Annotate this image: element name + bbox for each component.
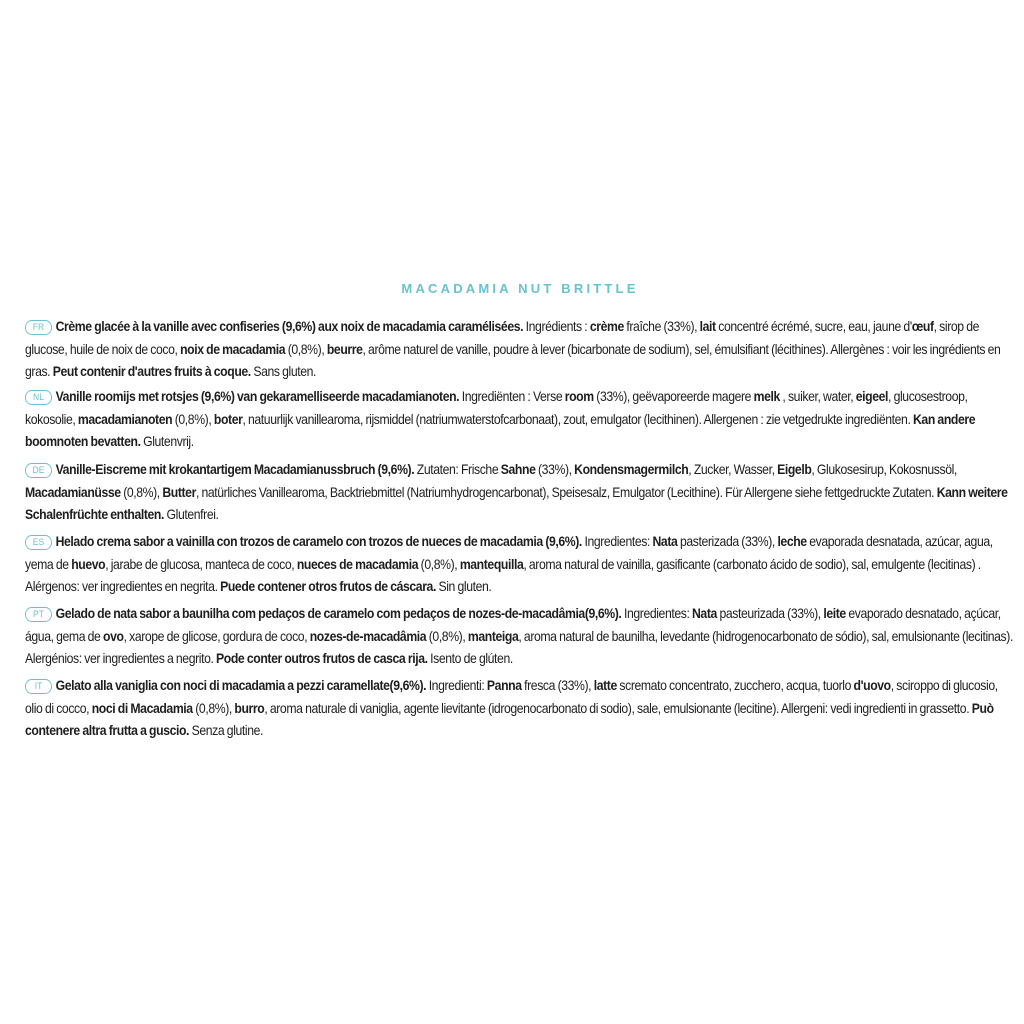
text-run: (0,8%), bbox=[172, 411, 214, 427]
text-run: Glutenfrei. bbox=[163, 507, 219, 522]
text-run: scremato concentrato, zucchero, acqua, tuorlo bbox=[616, 678, 854, 693]
ingredients-text bbox=[25, 606, 1013, 666]
bold-text-run: Crème glacée à la vanille avec confiseries (9,6%) aux noix de macadamia caramélisées. bbox=[55, 319, 524, 334]
text-run: (33%), bbox=[535, 462, 575, 477]
section-de bbox=[25, 459, 1015, 527]
text-run: Isento de glúten. bbox=[427, 651, 513, 666]
text-run: , Glukosesirup, Kokosnussöl, bbox=[811, 462, 957, 477]
section-it bbox=[25, 675, 1015, 743]
bold-text-run: Macadamianüsse bbox=[25, 484, 121, 500]
text-run: , natuurlijk vanillearoma, rijsmiddel (natriumwaterstofcarbonaat), zout, emulgator (lecithinen). Allergenen : zie vetgedrukte ingrediënten. bbox=[242, 411, 913, 427]
text-run: (33%), geëvaporeerde magere bbox=[593, 389, 754, 404]
text-run: Ingredienti: bbox=[426, 678, 487, 693]
text-run: , jarabe de glucosa, manteca de coco, bbox=[105, 556, 297, 572]
section-nl bbox=[25, 386, 1015, 454]
text-run: Zutaten: Frische bbox=[414, 462, 501, 477]
bold-text-run: Panna bbox=[486, 678, 522, 693]
text-run: , aroma natural de vainilla, gasificante (carbonato ácido de sodio), sal, emulgente (lecitinas) . Alérgenos: ver ingredientes en negrita. bbox=[25, 556, 981, 594]
bold-text-run: Kan andere boomnoten bevatten. bbox=[25, 411, 976, 449]
bold-text-run: Butter bbox=[162, 484, 196, 500]
bold-text-run: manteiga bbox=[467, 628, 519, 644]
bold-text-run: latte bbox=[593, 678, 617, 693]
bold-text-run: ovo bbox=[103, 628, 124, 644]
ingredients-text bbox=[25, 678, 998, 738]
lang-badge: NL bbox=[25, 390, 52, 405]
text-run: (0,8%), bbox=[120, 484, 163, 500]
bold-text-run: lait bbox=[699, 319, 716, 334]
lang-badge: FR bbox=[25, 320, 52, 335]
bold-text-run: Kondensmagermilch bbox=[574, 462, 689, 477]
text-run: evaporada desnatada, azúcar, agua, yema de bbox=[25, 534, 993, 572]
text-run: , Zucker, Wasser, bbox=[688, 462, 778, 477]
text-run: (0,8%), bbox=[192, 700, 235, 716]
text-run: fresca (33%), bbox=[521, 678, 594, 693]
text-run: Sin gluten. bbox=[435, 579, 492, 594]
bold-text-run: crème bbox=[589, 319, 624, 334]
section-pt bbox=[25, 603, 1015, 671]
bold-text-run: Vanille roomijs met rotsjes (9,6%) van gekaramelliseerde macadamianoten. bbox=[55, 389, 460, 404]
bold-text-run: Vanille-Eiscreme mit krokantartigem Macadamianussbruch (9,6%). bbox=[55, 462, 415, 477]
text-run: Ingrediënten : Verse bbox=[459, 389, 565, 404]
bold-text-run: Può contenere altra frutta a guscio. bbox=[25, 700, 994, 738]
lang-badge: PT bbox=[25, 607, 52, 622]
bold-text-run: eigeel bbox=[855, 389, 889, 404]
ingredients-text bbox=[25, 389, 975, 449]
product-title: MACADAMIA NUT BRITTLE bbox=[401, 281, 639, 296]
bold-text-run: boter bbox=[213, 411, 243, 427]
text-run: , arôme naturel de vanille, poudre à lever (bicarbonate de sodium), sel, émulsifiant (lécithines). Allergènes : voir les ingrédients en gras. bbox=[25, 341, 1001, 379]
bold-text-run: macadamianoten bbox=[77, 411, 173, 427]
ingredients-text bbox=[25, 319, 1000, 379]
lang-badge: ES bbox=[25, 535, 52, 550]
text-run: pasterizada (33%), bbox=[677, 534, 778, 549]
bold-text-run: leite bbox=[823, 606, 846, 621]
text-run: , natürliches Vanillearoma, Backtriebmittel (Natriumhydrogencarbonat), Speisesalz, Emulgator (Lecithine). Für Allergene siehe fettgedruckte Zutaten. bbox=[195, 484, 937, 500]
bold-text-run: Kann weitere Schalenfrüchte enthalten. bbox=[25, 484, 1008, 522]
bold-text-run: beurre bbox=[326, 341, 363, 357]
bold-text-run: Gelado de nata sabor a baunilha com pedaços de caramelo com pedaços de nozes-de-macadâmia(9,6%). bbox=[55, 606, 622, 621]
bold-text-run: room bbox=[564, 389, 594, 404]
text-run: , sirop de glucose, huile de noix de coco, bbox=[25, 319, 980, 357]
text-run: pasteurizada (33%), bbox=[716, 606, 824, 621]
text-run: fraîche (33%), bbox=[623, 319, 700, 334]
bold-text-run: Helado crema sabor a vainilla con trozos de caramelo con trozos de nueces de macadamia (9,6%). bbox=[55, 534, 582, 549]
ingredients-text bbox=[25, 534, 993, 594]
bold-text-run: burro bbox=[234, 700, 265, 716]
section-es bbox=[25, 531, 1015, 599]
text-run: , suiker, water, bbox=[779, 389, 856, 404]
bold-text-run: Gelato alla vaniglia con noci di macadamia a pezzi caramellate(9,6%). bbox=[55, 678, 427, 693]
bold-text-run: Nata bbox=[691, 606, 717, 621]
text-run: , aroma naturale di vaniglia, agente lievitante (idrogenocarbonato di sodio), sale, emulsionante (lecitine). Allergeni: vedi ingredienti in grassetto. bbox=[264, 700, 972, 716]
text-run: (0,8%), bbox=[285, 341, 327, 357]
text-run: Ingredientes: bbox=[581, 534, 653, 549]
text-run: (0,8%), bbox=[418, 556, 460, 572]
bold-text-run: Puede contener otros frutos de cáscara. bbox=[220, 579, 436, 594]
text-run: Senza glutine. bbox=[189, 723, 264, 738]
bold-text-run: Sahne bbox=[500, 462, 536, 477]
section-fr bbox=[25, 316, 1015, 384]
text-run: evaporado desnatado, açúcar, água, gema de bbox=[25, 606, 1001, 644]
bold-text-run: nueces de macadamia bbox=[296, 556, 419, 572]
ingredients-text bbox=[25, 462, 1008, 522]
text-run: concentré écrémé, sucre, eau, jaune d' bbox=[715, 319, 912, 334]
text-run: Ingrédients : bbox=[523, 319, 590, 334]
bold-text-run: mantequilla bbox=[459, 556, 524, 572]
bold-text-run: d'uovo bbox=[853, 678, 891, 693]
text-run: Glutenvrij. bbox=[140, 434, 194, 449]
text-run: , glucosestroop, kokosolie, bbox=[25, 389, 968, 427]
text-run: , xarope de glicose, gordura de coco, bbox=[123, 628, 310, 644]
bold-text-run: Peut contenir d'autres fruits à coque. bbox=[52, 364, 251, 379]
lang-badge: DE bbox=[25, 463, 52, 478]
bold-text-run: huevo bbox=[71, 556, 106, 572]
bold-text-run: leche bbox=[777, 534, 807, 549]
text-run: , aroma natural de baunilha, levedante (hidrogenocarbonato de sódio), sal, emulsionante (lecitinas). Alergénios: ver ingredientes a negrito. bbox=[25, 628, 1013, 666]
lang-badge: IT bbox=[25, 679, 52, 694]
text-run: Sans gluten. bbox=[250, 364, 317, 379]
bold-text-run: Pode conter outros frutos de casca rija. bbox=[216, 651, 428, 666]
text-run: (0,8%), bbox=[426, 628, 468, 644]
bold-text-run: Eigelb bbox=[777, 462, 812, 477]
text-run: Ingredientes: bbox=[621, 606, 692, 621]
bold-text-run: noix de macadamia bbox=[180, 341, 286, 357]
bold-text-run: Nata bbox=[652, 534, 678, 549]
bold-text-run: noci di Macadamia bbox=[91, 700, 193, 716]
bold-text-run: nozes-de-macadâmia bbox=[309, 628, 427, 644]
bold-text-run: œuf bbox=[911, 319, 934, 334]
bold-text-run: melk bbox=[753, 389, 780, 404]
text-run: , sciroppo di glucosio, olio di cocco, bbox=[25, 678, 998, 716]
